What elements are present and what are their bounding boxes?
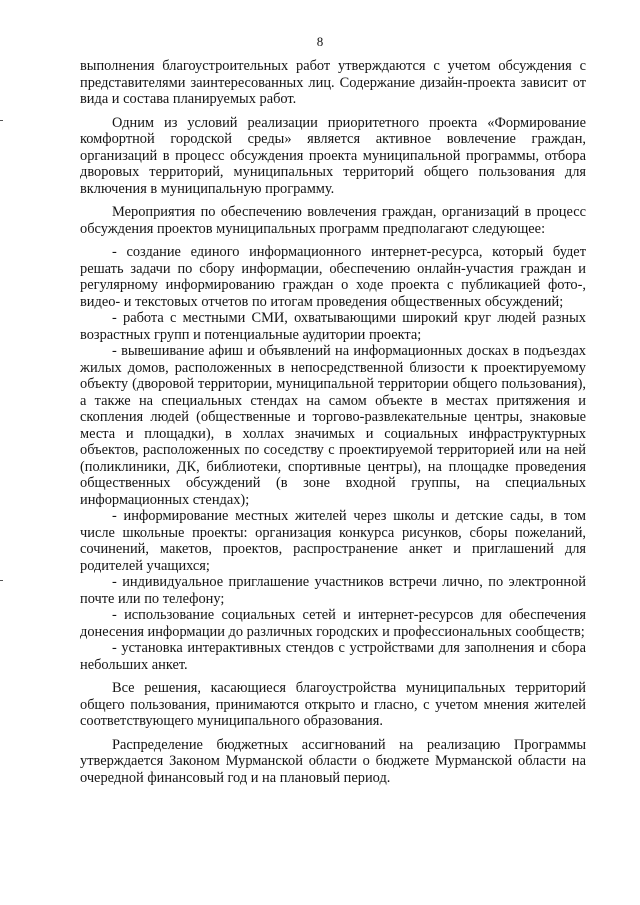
measures-list [80, 244, 586, 673]
document-body [80, 58, 586, 793]
page-number: 8 [316, 34, 324, 49]
list-item: - вывешивание афиш и объявлений на информационных досках в подъездах жилых домов, расположенных в непосредственной близости к проектируемому объекту (дворовой территории, муниципальной территории общего пользования), а также на специальных стендах на самом объекте в местах притяжения и скопления людей (общественные и торгово-развлекательные центры, знаковые места и площадки), в холлах значимых и социальных инфраструктурных объектов, расположенных по соседству с проектируемой территорией или на ней (поликлиники, ДК, библиотеки, спортивные центры), на площадке проведения общественных обсуждений (в зоне входной группы, на специальных информационных стендах); [80, 343, 586, 508]
list-item: - работа с местными СМИ, охватывающими широкий круг людей разных возрастных групп и потенциальные аудитории проекта; [80, 310, 586, 343]
list-item: - информирование местных жителей через школы и детские сады, в том числе школьные проекты: организация конкурса рисунков, сборы пожеланий, сочинений, макетов, проектов, распространение анкет и приглашений для родителей учащихся; [80, 508, 586, 574]
paragraph-budget-allocation: Распределение бюджетных ассигнований на реализацию Программы утверждается Законом Мурманской области о бюджете Мурманской области на очередной финансовый год и на плановый период. [80, 736, 586, 786]
scan-margin-mark [0, 580, 3, 581]
scan-margin-mark [0, 120, 3, 121]
paragraph-comfortable-environment: Одним из условий реализации приоритетного проекта «Формирование комфортной городской среды» является активное вовлечение граждан, организаций в процесс обсуждения проекта муниципальной программы, отбора дворовых территорий, муниципальных территорий общего пользования для включения в муниципальную программу. [80, 114, 586, 197]
list-item: - установка интерактивных стендов с устройствами для заполнения и сбора небольших анкет. [80, 640, 586, 673]
paragraph-open-decisions: Все решения, касающиеся благоустройства муниципальных территорий общего пользования, принимаются открыто и гласно, с учетом мнения жителей соответствующего муниципального образования. [80, 680, 586, 729]
list-item: - использование социальных сетей и интернет-ресурсов для обеспечения донесения информации до различных городских и профессиональных сообществ; [80, 607, 586, 640]
list-item: - создание единого информационного интернет-ресурса, который будет решать задачи по сбору информации, обеспечению онлайн-участия граждан и регулярному информированию граждан о ходе проекта с публикацией фото-, видео- и текстовых отчетов по итогам проведения общественных обсуждений; [80, 244, 586, 310]
list-item: - индивидуальное приглашение участников встречи лично, по электронной почте или по телефону; [80, 574, 586, 607]
paragraph-measures-intro: Мероприятия по обеспечению вовлечения граждан, организаций в процесс обсуждения проектов муниципальных программ предполагают следующее: [80, 204, 586, 237]
paragraph-continuation: выполнения благоустроительных работ утверждаются с учетом обсуждения с представителями заинтересованных лиц. Содержание дизайн-проекта зависит от вида и состава планируемых работ. [80, 58, 586, 107]
